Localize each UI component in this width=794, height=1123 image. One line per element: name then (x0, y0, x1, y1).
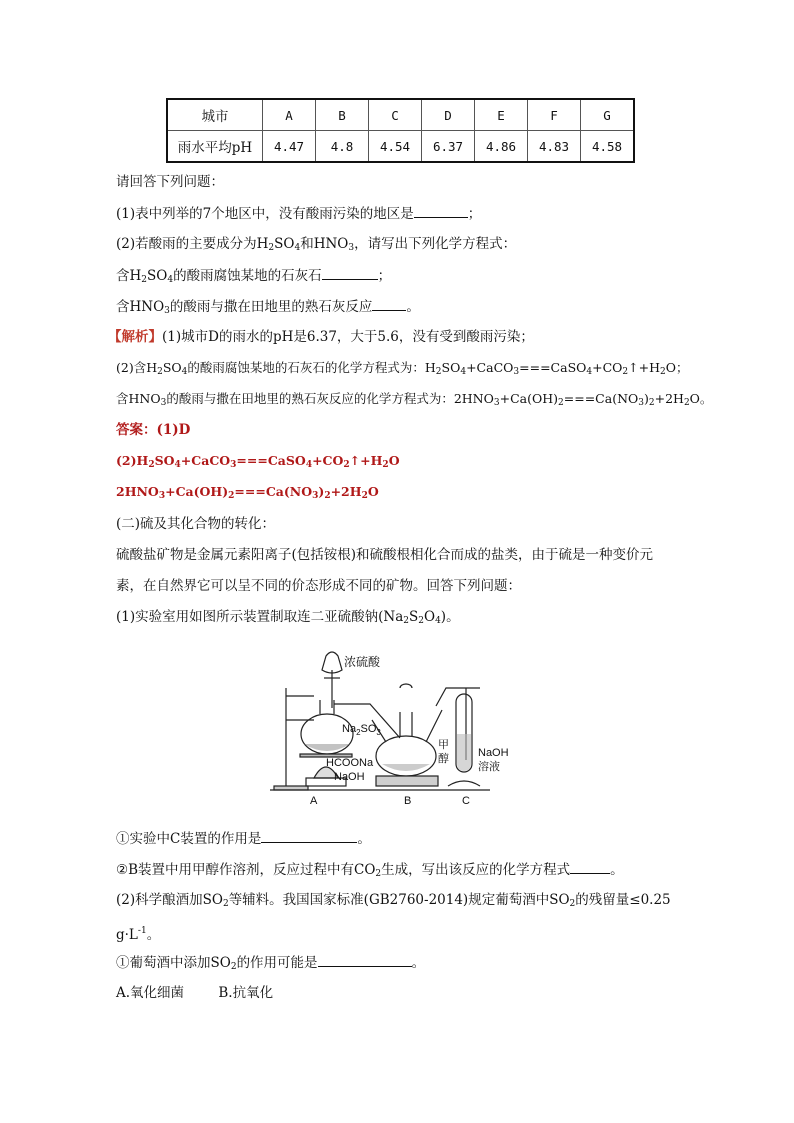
analysis-3: 含$HNO_3$的酸雨与撒在田地里的熟石灰反应的化学方程式为：$2HNO_3+Ca(OH)_2===Ca(NO_3)_2+2H_2O$。 (116, 391, 713, 408)
answer-options: A.氧化细菌 B.抗氧化 (116, 985, 274, 1001)
table-cell: 4.86 (475, 131, 528, 163)
table-cell: C (369, 99, 422, 131)
table-cell: G (581, 99, 635, 131)
label-naoh-solution: NaOH (478, 747, 509, 759)
apparatus-c (448, 688, 480, 786)
table-cell: D (422, 99, 475, 131)
label-solution: 溶液 (478, 761, 500, 773)
answer-3: $2HNO_3+Ca(OH)_2===Ca(NO_3)_2+2H_2O$ (116, 484, 379, 501)
prompt-line: 请回答下列问题： (116, 174, 224, 190)
label-naoh: NaOH (334, 771, 365, 783)
table-header-ph: 雨水平均pH (167, 131, 263, 163)
answer-1: 答案：(1)D (116, 422, 191, 438)
table-cell: 4.47 (263, 131, 316, 163)
table-cell: A (263, 99, 316, 131)
label-a: A (310, 795, 318, 807)
experiment-1: (1)实验室用如图所示装置制取连二亚硫酸钠$(Na_2S_2O_4)$。 (116, 609, 460, 626)
table-cell: F (528, 99, 581, 131)
question-2-2: 含$HNO_3$的酸雨与撒在田地里的熟石灰反应 。 (116, 296, 420, 321)
apparatus-a (274, 652, 400, 790)
apparatus-figure (270, 648, 510, 808)
table-row (167, 131, 634, 163)
label-hcoona: HCOONa (326, 757, 374, 769)
table-cell: 4.8 (316, 131, 369, 163)
analysis-1: 【解析】(1)城市D的雨水的pH是6.37，大于5.6，没有受到酸雨污染； (108, 329, 534, 345)
analysis-tag: 【解析】 (108, 329, 162, 345)
question-3-unit: $g\cdot L^{-1}$。 (116, 926, 161, 943)
question-c1: ①实验中C装置的作用是 。 (116, 828, 371, 849)
section-title: (二)硫及其化合物的转化： (116, 516, 276, 532)
paragraph-line-2: 素，在自然界它可以呈不同的价态形成不同的矿物。回答下列问题： (116, 578, 521, 594)
ph-table (166, 98, 635, 163)
table-header-city: 城市 (167, 99, 263, 131)
label-methanol-2: 醇 (438, 753, 449, 765)
table-cell: 4.83 (528, 131, 581, 163)
question-c2: ②B装置中用甲醇作溶剂，反应过程中有$CO_2$生成，写出该反应的化学方程式 。 (116, 859, 624, 884)
label-na2so3: $Na_2SO_3$ (342, 723, 381, 737)
question-2: (2)若酸雨的主要成分为$H_2SO_4$和$HNO_3$，请写出下列化学方程式： (116, 236, 517, 253)
table-row (167, 99, 634, 131)
paragraph-line-1: 硫酸盐矿物是金属元素阳离子(包括铵根)和硫酸根相化合而成的盐类，由于硫是一种变价元 (116, 547, 654, 563)
analysis-2: (2)含$H_2SO_4$的酸雨腐蚀某地的石灰石的化学方程式为：$H_2SO_4+CaCO_3===CaSO_4+CO_2↑+H_2O$； (116, 360, 689, 377)
answer-2: $(2)H_2SO_4+CaCO_3===CaSO_4+CO_2↑+H_2O$ (116, 453, 400, 470)
table-cell: 4.58 (581, 131, 635, 163)
question-2-1: 含$H_2SO_4$的酸雨腐蚀某地的石灰石 ； (116, 265, 391, 290)
table-cell: 6.37 (422, 131, 475, 163)
label-conc-acid: 浓硫酸 (344, 655, 381, 669)
label-c: C (462, 795, 470, 807)
question-1: (1)表中列举的7个地区中，没有酸雨污染的地区是 ； (116, 203, 481, 224)
table-cell: B (316, 99, 369, 131)
question-3: (2)科学酿酒加$SO_2$等辅料。我国国家标准(GB2760-2014)规定葡萄酒中$SO_2$的残留量≤0.25 (116, 892, 671, 909)
table-cell: E (475, 99, 528, 131)
question-c3: ①葡萄酒中添加$SO_2$的作用可能是 。 (116, 952, 425, 977)
label-methanol-1: 甲 (438, 739, 449, 751)
table-cell: 4.54 (369, 131, 422, 163)
label-b: B (404, 795, 412, 807)
